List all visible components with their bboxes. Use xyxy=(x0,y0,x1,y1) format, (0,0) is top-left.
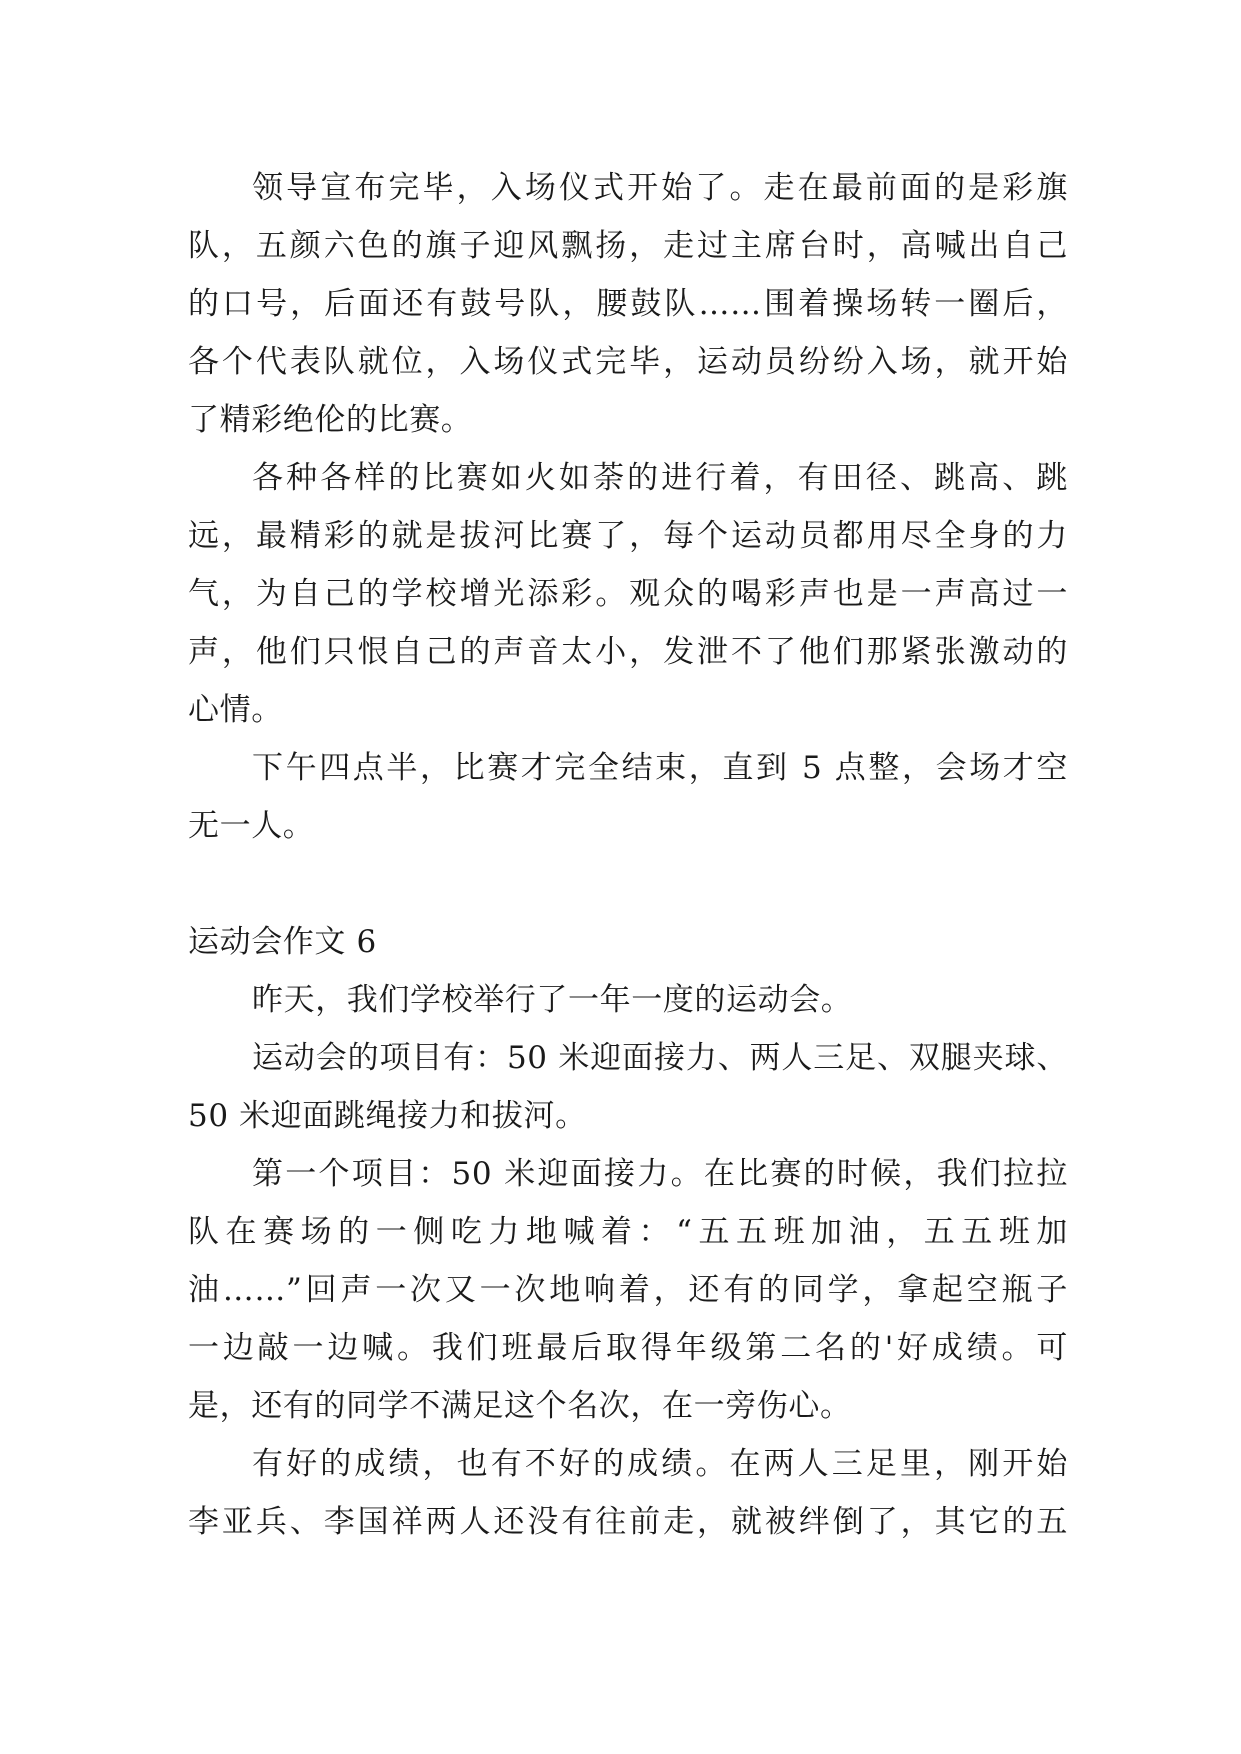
text-line: 有好的成绩，也有不好的成绩。在两人三足里，刚开始 xyxy=(252,1446,1068,1482)
text-line: 运动会的项目有：50 米迎面接力、两人三足、双腿夹球、 xyxy=(252,1040,1068,1076)
text-line: 队在赛场的一侧吃力地喊着：“五五班加油，五五班加 xyxy=(188,1214,1068,1250)
text-line: 是，还有的同学不满足这个名次，在一旁伤心。 xyxy=(188,1388,852,1424)
text-line: 心情。 xyxy=(188,692,283,728)
text-line: 昨天，我们学校举行了一年一度的运动会。 xyxy=(252,982,853,1018)
text-line: 了精彩绝伦的比赛。 xyxy=(188,402,473,438)
text-line: 的口号，后面还有鼓号队，腰鼓队……围着操场转一圈后， xyxy=(188,286,1068,322)
text-line: 远，最精彩的就是拔河比赛了，每个运动员都用尽全身的力 xyxy=(188,518,1068,554)
text-line: 气，为自己的学校增光添彩。观众的喝彩声也是一声高过一 xyxy=(188,576,1068,612)
text-line: 领导宣布完毕，入场仪式开始了。走在最前面的是彩旗 xyxy=(252,170,1068,206)
text-line: 各种各样的比赛如火如荼的进行着，有田径、跳高、跳 xyxy=(252,460,1068,496)
text-line: 下午四点半，比赛才完全结束，直到 5 点整，会场才空 xyxy=(252,750,1068,786)
text-line: 声，他们只恨自己的声音太小，发泄不了他们那紧张激动的 xyxy=(188,634,1068,670)
text-line: 50 米迎面跳绳接力和拔河。 xyxy=(188,1098,587,1134)
text-line: 各个代表队就位，入场仪式完毕，运动员纷纷入场，就开始 xyxy=(188,344,1068,380)
text-line: 队，五颜六色的旗子迎风飘扬，走过主席台时，高喊出自己 xyxy=(188,228,1068,264)
text-line: 第一个项目：50 米迎面接力。在比赛的时候，我们拉拉 xyxy=(252,1156,1068,1192)
text-line: 一边敲一边喊。我们班最后取得年级第二名的'好成绩。可 xyxy=(188,1330,1068,1366)
section-title: 运动会作文 6 xyxy=(188,924,377,960)
text-line: 李亚兵、李国祥两人还没有往前走，就被绊倒了，其它的五 xyxy=(188,1504,1068,1540)
text-line: 油……”回声一次又一次地响着，还有的同学，拿起空瓶子 xyxy=(188,1272,1068,1308)
text-line: 无一人。 xyxy=(188,808,315,844)
